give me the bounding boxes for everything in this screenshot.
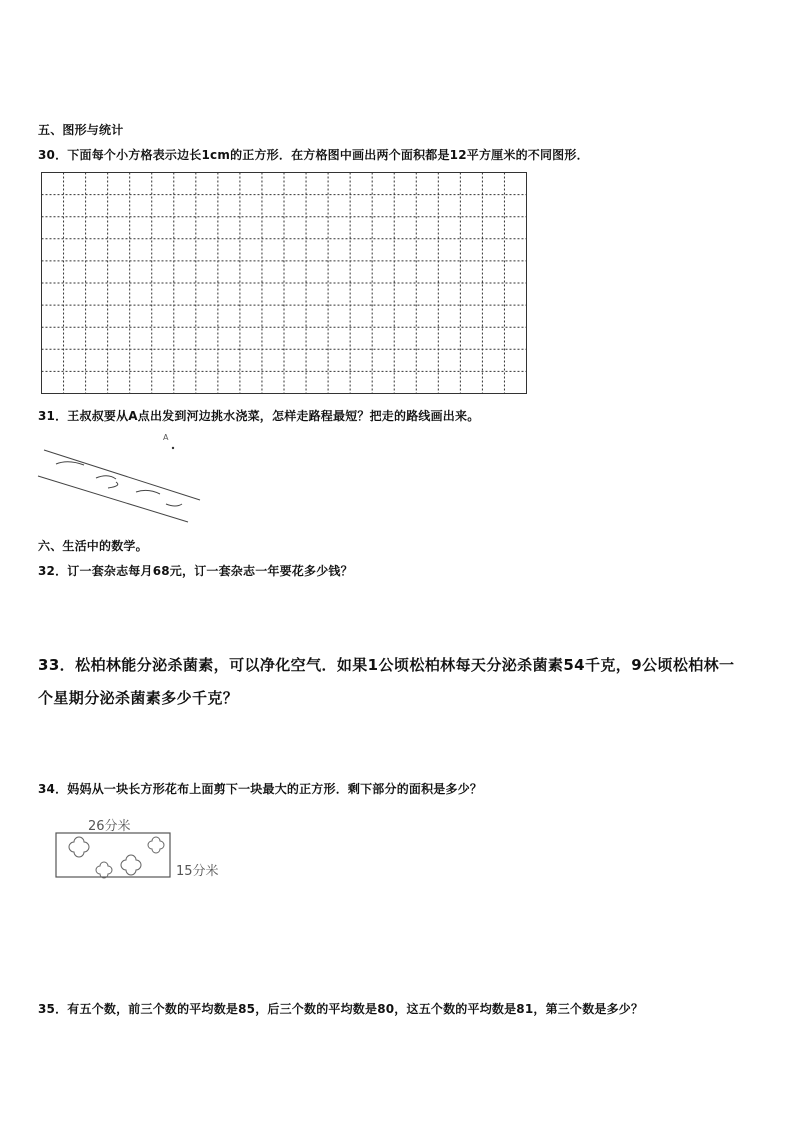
section-title-geometry: 五、图形与统计 [38, 123, 124, 137]
question-32-text: 32．订一套杂志每月68元，订一套杂志一年要花多少钱？ [38, 564, 353, 578]
point-a-marker[interactable] [172, 447, 174, 449]
river-diagram[interactable] [36, 430, 216, 530]
question-30-text: 30．下面每个小方格表示边长1cm的正方形．在方格图中画出两个面积都是12平方厘米的不同图形． [38, 148, 589, 162]
riverbank-lines [38, 450, 200, 522]
question-33-line-2: 个星期分泌杀菌素多少千克？ [38, 689, 239, 707]
question-35-text: 35．有五个数，前三个数的平均数是85，后三个数的平均数是80，这五个数的平均数是81，第三个数是多少？ [38, 1002, 644, 1016]
point-a-label: A [163, 433, 169, 442]
question-31-text: 31．王叔叔要从A点出发到河边挑水浇菜，怎样走路程最短？把走的路线画出来。 [38, 409, 480, 423]
square-grid[interactable] [41, 172, 527, 394]
flower-pattern-icons [69, 837, 164, 878]
river-water-strokes [56, 462, 182, 506]
height-label-text: 15分米 [176, 864, 219, 879]
cloth-diagram[interactable] [54, 812, 254, 878]
rectangle-cloth [56, 833, 170, 877]
section-title-life-math: 六、生活中的数学。 [38, 539, 148, 553]
width-label: 26分米 [88, 819, 131, 834]
question-33-line-1: 33．松柏林能分泌杀菌素，可以净化空气．如果1公顷松柏林每天分泌杀菌素54千克，9公顷松柏林一 [38, 656, 735, 674]
question-34-text: 34．妈妈从一块长方形花布上面剪下一块最大的正方形．剩下部分的面积是多少？ [38, 782, 483, 796]
